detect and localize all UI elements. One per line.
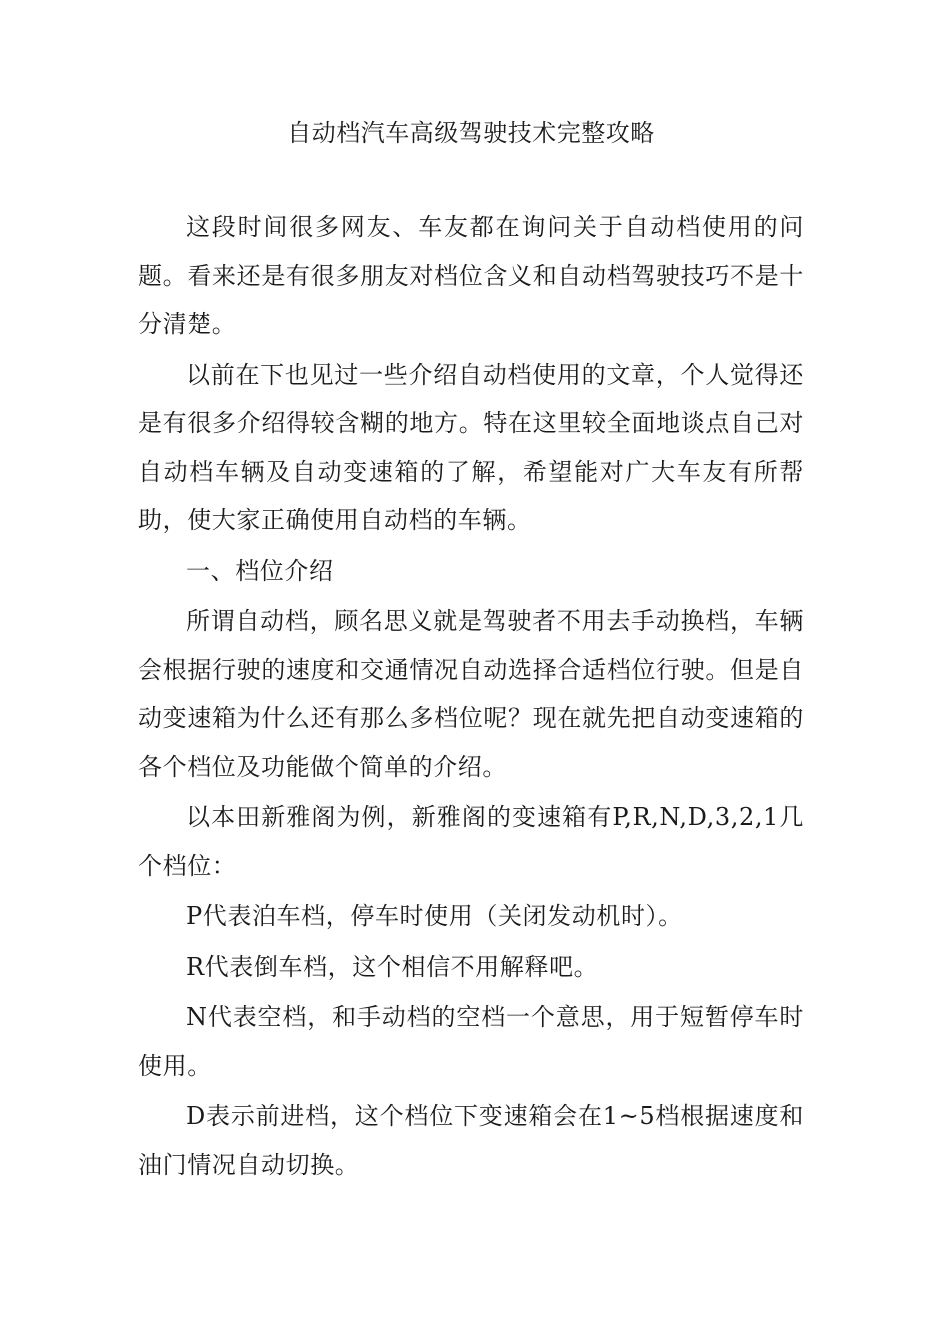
section-heading-gears: 一、档位介绍 [186, 556, 334, 585]
document-page [138, 0, 804, 1344]
paragraph-gear-n: N代表空档，和手动档的空档一个意思，用于短暂停车时使用。 [138, 1003, 804, 1080]
document-title: 自动档汽车高级驾驶技术完整攻略 [287, 119, 655, 147]
paragraph-gear-d: D表示前进档，这个档位下变速箱会在1~5档根据速度和油门情况自动切换。 [138, 1102, 804, 1179]
paragraph-auto-definition: 所谓自动档，顾名思义就是驾驶者不用去手动换档，车辆会根据行驶的速度和交通情况自动选择合适档位行驶。但是自动变速箱为什么还有那么多档位呢？现在就先把自动变速箱的各个档位及功能做个简单的介绍。 [138, 607, 804, 781]
paragraph-intro: 这段时间很多网友、车友都在询问关于自动档使用的问题。看来还是有很多朋友对档位含义和自动档驾驶技巧不是十分清楚。 [138, 213, 804, 338]
paragraph-purpose: 以前在下也见过一些介绍自动档使用的文章，个人觉得还是有很多介绍得较含糊的地方。特在这里较全面地谈点自己对自动档车辆及自动变速箱的了解，希望能对广大车友有所帮助，使大家正确使用自动档的车辆。 [138, 360, 804, 534]
paragraph-accord-example: 以本田新雅阁为例，新雅阁的变速箱有P,R,N,D,3,2,1几个档位： [138, 803, 804, 880]
document-body [138, 203, 804, 1191]
paragraph-gear-r: R代表倒车档，这个相信不用解释吧。 [186, 952, 599, 981]
paragraph-gear-p: P代表泊车档，停车时使用（关闭发动机时）。 [186, 902, 683, 930]
